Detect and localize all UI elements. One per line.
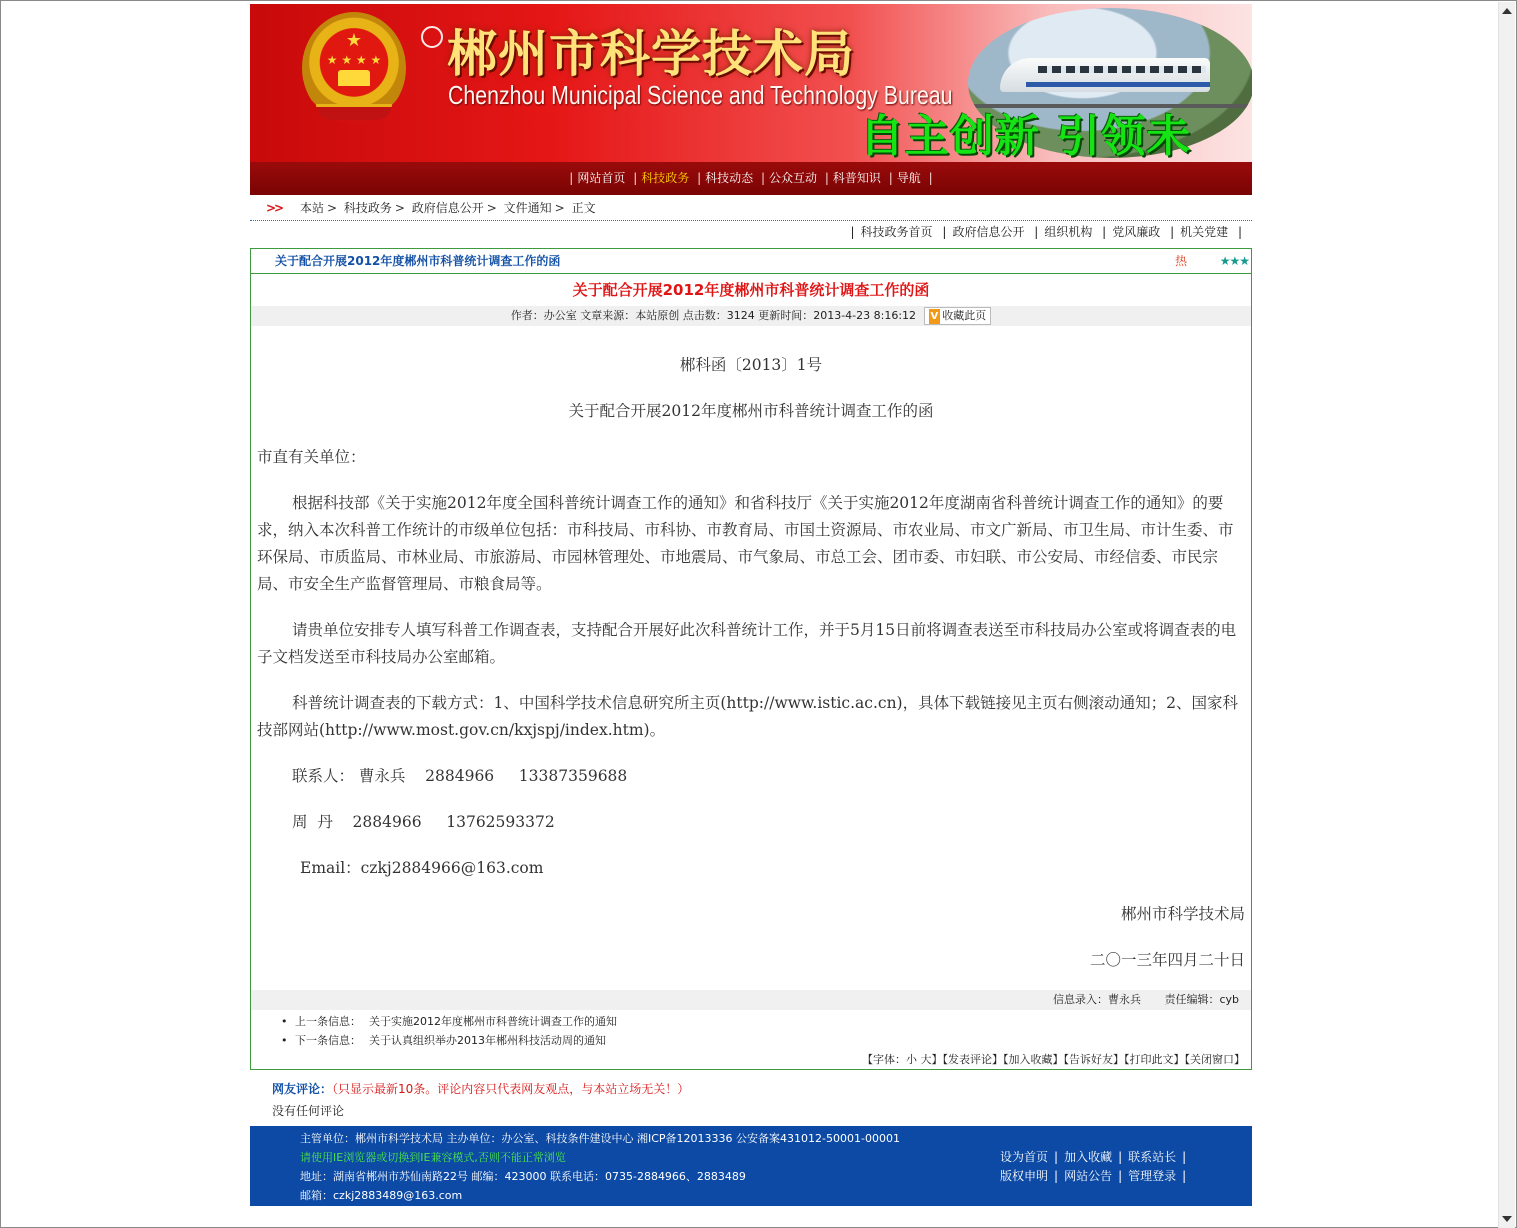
- vertical-scrollbar[interactable]: [1498, 2, 1515, 1228]
- paragraph-2: 请贵单位安排专人填写科普工作调查表，支持配合开展好此次科普统计工作，并于5月15日前将调查表送至市科技局办公室或将调查表的电子文档发送至市科技局办公室邮箱。: [257, 621, 1237, 666]
- sub-links: | 科技政务首页 | 政府信息公开 | 组织机构 | 党风廉政 | 机关党建 |: [850, 225, 1242, 239]
- article-box-title: 关于配合开展2012年度郴州市科普统计调查工作的函: [275, 254, 561, 268]
- contact-email: Email：czkj2884966@163.com: [300, 859, 544, 877]
- breadcrumb-notices[interactable]: 文件通知: [503, 201, 552, 215]
- footer-copyright[interactable]: 版权申明: [1000, 1169, 1049, 1183]
- hot-badge: 热: [1174, 254, 1187, 268]
- sign-date: 二〇一三年四月二十日: [1089, 951, 1245, 969]
- article-box: [250, 248, 1252, 1070]
- next-item: [281, 1031, 1251, 1050]
- banner-slogan: 自主创新 引领未: [860, 111, 1192, 162]
- sublink-organization[interactable]: 组织机构: [1044, 225, 1093, 239]
- no-comments-text: 没有任何评论: [272, 1104, 345, 1118]
- salutation: 市直有关单位：: [257, 448, 366, 466]
- contact-1: 联系人： 曹永兵 2884966 13387359688: [292, 767, 628, 785]
- article-meta: [251, 306, 1251, 326]
- sublink-sci-gov-home[interactable]: 科技政务首页: [860, 225, 933, 239]
- prev-next-list: [251, 1010, 1251, 1050]
- article-meta-text: 作者：办公室 文章来源：本站原创 点击数：3124 更新时间：2013-4-23 8:16:12: [510, 309, 917, 322]
- nav-sci-news[interactable]: 科技动态: [705, 171, 754, 185]
- article-body: [251, 326, 1251, 990]
- national-emblem-icon: ★ ★ ★ ★ ★: [302, 12, 406, 124]
- nav-sci-gov[interactable]: 科技政务: [641, 171, 690, 185]
- sign-organization: 郴州市科学技术局: [1120, 905, 1245, 923]
- footer-line-1: 主管单位：郴州市科学技术局 主办单位：办公室、科技条件建设中心 湘ICP备12013336 公安备案431012-50001-00001: [300, 1132, 900, 1145]
- footer-line-3: 地址：湖南省郴州市苏仙南路22号 邮编：423000 联系电话：0735-2884966、2883489: [300, 1170, 746, 1183]
- sublink-party-building[interactable]: 机关党建: [1180, 225, 1229, 239]
- footer-announcement[interactable]: 网站公告: [1064, 1169, 1113, 1183]
- footer-line-4: 邮箱：czkj2883489@163.com: [300, 1189, 463, 1202]
- decorative-ring-icon: [421, 26, 443, 48]
- contact-2: 周 丹 2884966 13762593372: [292, 813, 555, 831]
- prev-link[interactable]: 关于实施2012年度郴州市科普统计调查工作的通知: [369, 1015, 617, 1028]
- scroll-up-arrow-icon[interactable]: [1502, 8, 1512, 14]
- next-link[interactable]: 关于认真组织举办2013年郴州科技活动周的通知: [369, 1034, 606, 1047]
- footer-contact-admin[interactable]: 联系站长: [1128, 1150, 1177, 1164]
- next-label: 下一条信息：: [295, 1034, 361, 1047]
- footer-set-homepage[interactable]: 设为首页: [1000, 1150, 1049, 1164]
- sublink-integrity[interactable]: 党风廉政: [1112, 225, 1161, 239]
- footer-info: [300, 1129, 900, 1205]
- paragraph-1: 根据科技部《关于实施2012年度全国科普统计调查工作的通知》和省科技厅《关于实施2012年度湖南省科普统计调查工作的通知》的要求，纳入本次科普工作统计的市级单位包括：市科技局、市科协、市教育局、市国土资源局、市农业局、市文广新局、市卫生局、市计生委、市环保局、市质监局、市林业局、市旅游局、市园林管理处、市地震局、市气象局、市总工会、团市委、市妇联、市公安局、市经信委、市民宗局、市安全生产监督管理局、市粮食局等。: [257, 494, 1234, 593]
- breadcrumb-home[interactable]: 本站: [299, 201, 324, 215]
- doc-number: 郴科函〔2013〕1号: [679, 356, 823, 374]
- page-container: [250, 4, 1252, 1206]
- comments-section: [250, 1070, 1252, 1122]
- breadcrumb-current: 正文: [571, 201, 596, 215]
- article-title: 关于配合开展2012年度郴州市科普统计调查工作的函: [572, 281, 930, 299]
- banner-title-cn: 郴州市科学技术局: [447, 25, 855, 83]
- editor: 责任编辑：cyb: [1164, 993, 1239, 1006]
- rating-stars-icon: ★★★: [1219, 254, 1249, 268]
- nav-sci-knowledge[interactable]: 科普知识: [832, 171, 881, 185]
- article-box-header: [251, 249, 1251, 274]
- site-banner: [250, 4, 1252, 162]
- footer-browser-note: 请使用IE浏览器或切换到IE兼容模式,否则不能正常浏览: [300, 1151, 566, 1164]
- footer-admin-login[interactable]: 管理登录: [1128, 1169, 1177, 1183]
- prev-label: 上一条信息：: [295, 1015, 361, 1028]
- footer-add-favorite[interactable]: 加入收藏: [1064, 1150, 1113, 1164]
- site-footer: [250, 1126, 1252, 1206]
- paragraph-3: 科普统计调查表的下载方式：1、中国科学技术信息研究所主页(http://www.istic.ac.cn)，具体下载链接见主页右侧滚动通知；2、国家科技部网站(http://www.most.gov.cn/kxjspj/index.htm)。: [257, 694, 1238, 739]
- breadcrumb-gov-info[interactable]: 政府信息公开: [411, 201, 484, 215]
- bookmark-icon: V: [930, 311, 939, 322]
- bookmark-label: 收藏此页: [942, 309, 987, 322]
- banner-title-en: Chenzhou Municipal Science and Technology Bureau: [448, 80, 953, 110]
- prev-item: [281, 1012, 1251, 1031]
- main-nav: | 网站首页 | 科技政务 | 科技动态 | 公众互动 | 科普知识 | 导航 |: [250, 162, 1252, 195]
- bookmark-page-button[interactable]: [924, 307, 992, 325]
- editor-info-bar: [251, 990, 1251, 1010]
- breadcrumb-sci-gov[interactable]: 科技政务: [343, 201, 392, 215]
- double-chevron-icon: >>: [266, 201, 283, 215]
- comments-note: （只显示最新10条。评论内容只代表网友观点，与本站立场无关！）: [332, 1082, 690, 1096]
- article-tools[interactable]: 【字体：小 大】【发表评论】【加入收藏】【告诉好友】【打印此文】【关闭窗口】: [862, 1053, 1245, 1066]
- comments-heading: 网友评论：: [272, 1082, 333, 1096]
- sublink-gov-info[interactable]: 政府信息公开: [952, 225, 1025, 239]
- doc-title: 关于配合开展2012年度郴州市科普统计调查工作的函: [568, 402, 934, 420]
- breadcrumb: >> 本站 > 科技政务 > 政府信息公开 > 文件通知 > 正文: [250, 195, 1252, 221]
- footer-links: 设为首页 | 加入收藏 | 联系站长 | 版权申明 | 网站公告 | 管理登录 |: [1000, 1150, 1187, 1183]
- nav-home[interactable]: 网站首页: [577, 171, 626, 185]
- entry-by: 信息录入：曹永兵: [1052, 993, 1141, 1006]
- nav-navigation[interactable]: 导航: [896, 171, 921, 185]
- nav-public-interaction[interactable]: 公众互动: [769, 171, 818, 185]
- scroll-down-arrow-icon[interactable]: [1502, 1216, 1512, 1222]
